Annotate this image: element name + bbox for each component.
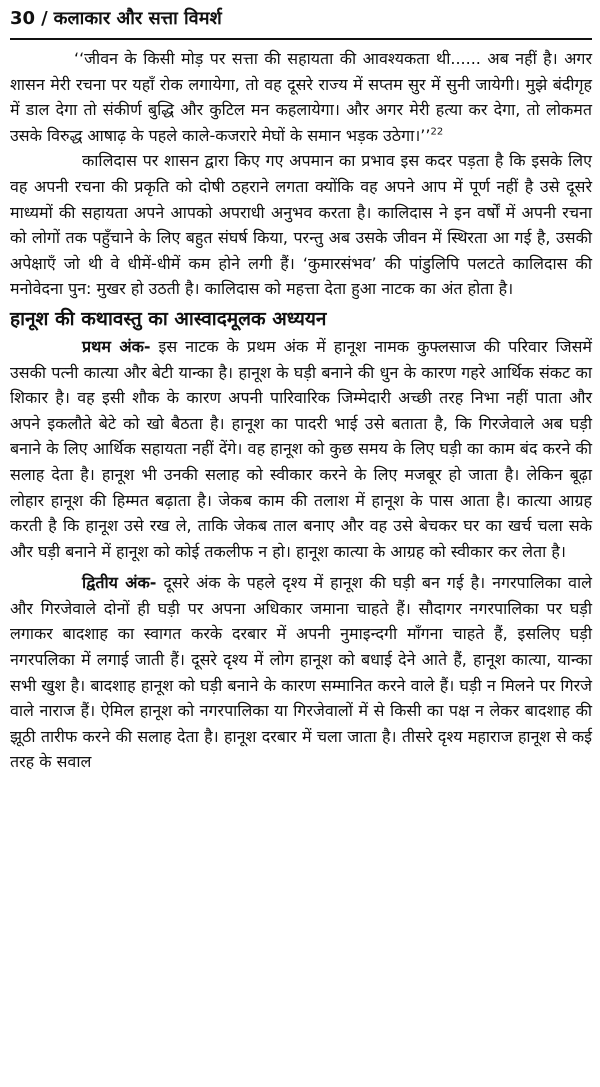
act-one-paragraph <box>10 334 592 564</box>
act-one-text: इस नाटक के प्रथम अंक में हानूश नामक कुफ्लसाज की परिवार जिसमें उसकी पत्नी कात्या और बेटी यान्का है। हानूश के घड़ी बनाने की धुन के कारण गहरे आर्थिक संकट का शिकार है। वह इसी शौक के कारण अपनी पारिवारिक जिम्मेदारी अच्छी तरह निभा नहीं पाता और अपने इकलौते बेटे को खो बैठता है। हानूश का पादरी भाई उसे बताता है, कि गिरजेवाले अब घड़ी बनाने के लिए आर्थिक सहायता नहीं देंगे। वह हानूश को कुछ समय के लिए घड़ी का काम बंद करने की सलाह देता है। हानूश भी उनकी सलाह को स्वीकार करने के लिए मजबूर हो जाता है। लेकिन बूढ़ा लोहार हानूश की हिम्मत बढ़ाता है। जेकब काम की तलाश में हानूश के पास आता है। कात्या आग्रह करती है कि हानूश उसे रख ले, ताकि जेकब ताल बनाए और वह उसे बेचकर घर का खर्च चला सके और घड़ी बनाने में हानूश को कोई तकलीफ न हो। हानूश कात्या के आग्रह को स्वीकार कर लेता है। <box>10 336 592 561</box>
quote-paragraph <box>10 46 592 148</box>
kalidas-paragraph: कालिदास पर शासन द्वारा किए गए अपमान का प्रभाव इस कदर पड़ता है कि इसके लिए वह अपनी रचना की प्रकृति को दोषी ठहराने लगता क्योंकि वह अपने आप में पूर्ण नहीं है उसे दूसरे माध्यमों की सहायता अपने आपको अपराधी अनुभव करता है। कालिदास ने इन वर्षों में अपनी रचना को लोगों तक पहुँचाने के लिए बहुत संघर्ष किया, परन्तु अब उसके जीवन में स्थिरता आ गई है, उसकी अपेक्षाएँ जो थी वे धीमें-धीमें कम होने लगी हैं। ‘कुमारसंभव’ की पांडुलिपि पलटते कालिदास की मनोवेदना पुन: मुखर हो उठती है। कालिदास को महत्ता देता हुआ नाटक का अंत होता है। <box>10 151 592 299</box>
act-two-paragraph <box>10 570 592 775</box>
header-separator: / <box>41 8 48 29</box>
act-two-text: दूसरे अंक के पहले दृश्य में हानूश की घड़ी बन गई है। नगरपालिका वाले और गिरजेवाले दोनों ही घड़ी पर अपना अधिकार जमाना चाहते हैं। सौदागर नगरपालिका पर घड़ी लगाकर बादशाह का स्वागत करके दरबार में अपनी नुमाइन्दगी माँगना चाहते हैं, इसलिए घड़ी नगरपलिका में लगाई जाती हैं। दूसरे दृश्य में लोग हानूश को बधाई देने आते हैं, हानूश कात्या, यान्का सभी खुश है। बादशाह हानूश को घड़ी बनाने के कारण सम्मानित करने वाले हैं। घड़ी न मिलने पर गिरजे वाले नाराज हैं। ऐमिल हानूश को नगरपालिका या गिरजेवालों में से किसी का पक्ष न लेकर बादशाह की झूठी तारीफ करने की सलाह देता है। हानूश दरबार में चला जाता है। तीसरे दृश्य महाराज हानूश से कई तरह के सवाल <box>10 573 592 772</box>
act-one-label: प्रथम अंक- <box>82 336 151 356</box>
act-two-label: द्वितीय अंक- <box>82 573 157 593</box>
section-heading: हानूश की कथावस्तु का आस्वादमूलक अध्ययन <box>10 307 327 330</box>
page-number: 30 <box>10 8 36 29</box>
quote-text: ‘‘जीवन के किसी मोड़ पर सत्ता की सहायता की आवश्यकता थी...... अब नहीं है। अगर शासन मेरी रचना पर यहाँ रोक लगायेगा, तो वह दूसरे राज्य में सप्तम सुर में सुनी जायेगी। मुझे बंदीगृह में डाल देगा तो संकीर्ण बुद्धि और कुटिल मन कहलायेगा। और अगर मेरी हत्या कर देगा, तो लोकमत उसके विरुद्ध आषाढ़ के पहले काले-कजरारे मेघों के समान भड़क उठेगा।’’ <box>10 49 592 145</box>
footnote-marker: 22 <box>430 126 444 138</box>
running-header <box>10 6 592 40</box>
running-title: कलाकार और सत्ता विमर्श <box>53 8 222 29</box>
